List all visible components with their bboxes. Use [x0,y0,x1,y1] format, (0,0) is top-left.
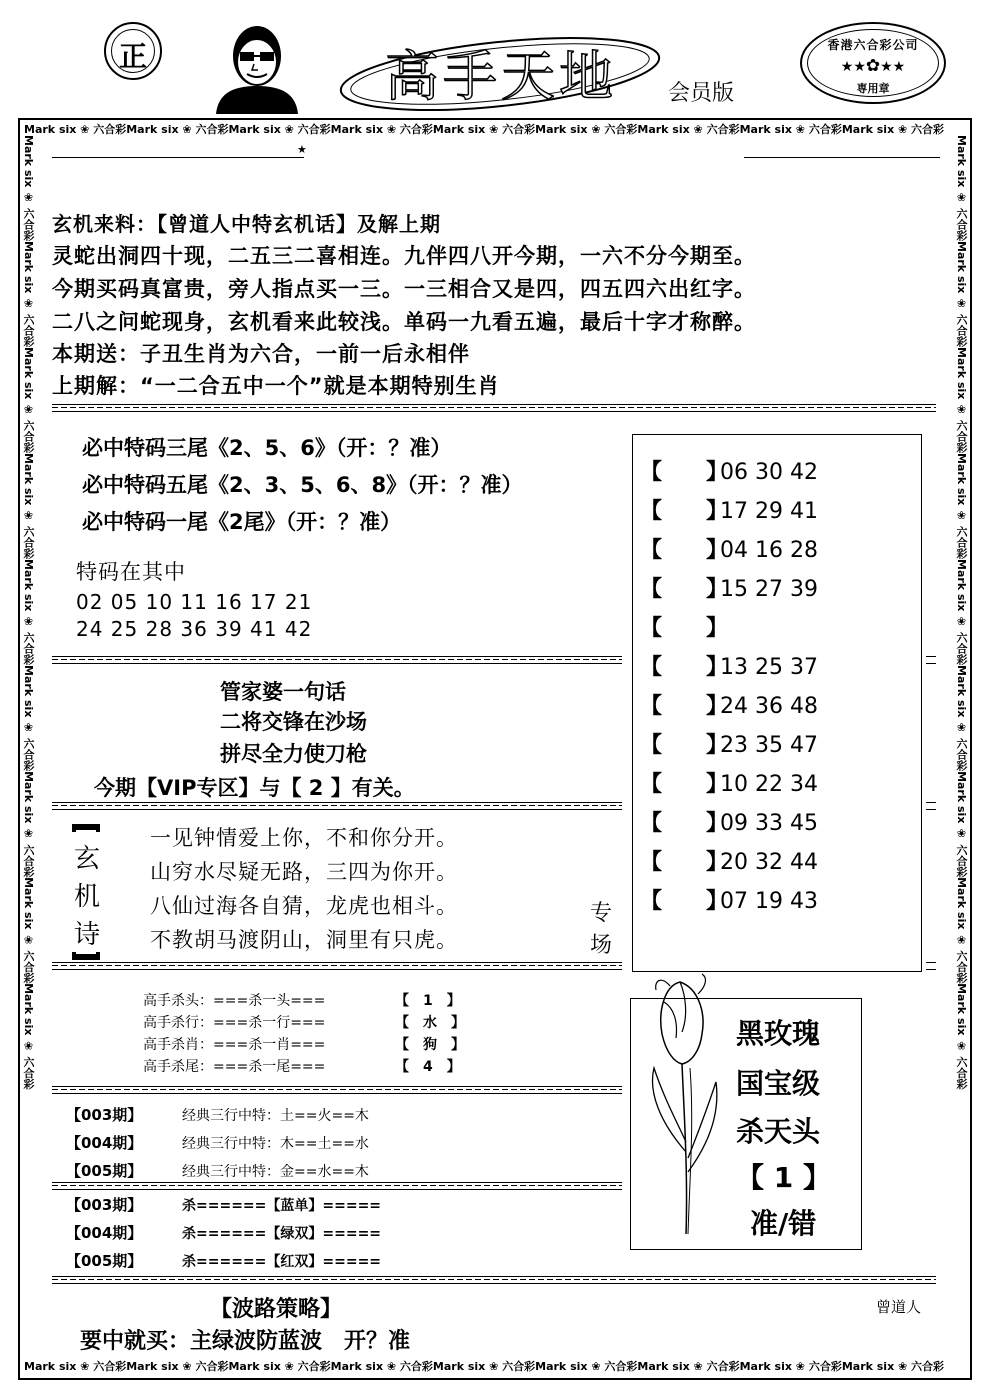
mystic-line: 灵蛇出洞四十现，二五三二喜相连。九伴四八开今期，一六不分今期至。 [52,244,756,268]
rule-left [52,157,304,158]
number-row: 【 】 [640,616,729,641]
kill-wave-text: 杀======【绿双】===== [182,1226,382,1242]
seal-top-text: 香港六合彩公司 [827,38,919,52]
poem-tag-char: 玄 [74,844,101,874]
border-text-left: Mark six ❀ 六合彩Mark six ❀ 六合彩Mark six ❀ 六合彩Mark six ❀ 六合彩Mark six ❀ 六合彩Mark six ❀ 六合彩Mark six ❀ 六合彩Mark six ❀ 六合彩Mark six ❀ 六合彩 [22,135,35,1090]
kill-label: 高手杀行：===杀一行=== [143,1015,326,1031]
divider [52,802,622,810]
title: 高手天地 [385,45,617,108]
poem-line: 不教胡马渡阴山，洞里有只虎。 [150,928,458,952]
poem-tag-char: 诗 [74,920,101,950]
special-numbers-row2: 24 25 28 36 39 41 42 [76,617,313,641]
kill-wave-text: 杀======【红双】===== [182,1254,382,1270]
poem-tag-char: 机 [74,882,101,912]
seal [800,22,946,104]
kill-value: 【 狗 】 [395,1037,465,1053]
kill-value: 【 4 】 [395,1059,461,1075]
period-label: 【003期】 [66,1196,143,1214]
kill-label: 高手杀肖：===杀一肖=== [143,1037,326,1053]
wave-title: 【波路策略】 [210,1297,343,1322]
number-row: 【 】07 19 43 [640,889,818,914]
divider [52,1182,622,1190]
butler-line: 拼尽全力使刀枪 [220,742,367,766]
butler-line: 二将交锋在沙场 [220,710,367,734]
border-text-top: Mark six ❀ 六合彩Mark six ❀ 六合彩Mark six ❀ 六合彩Mark six ❀ 六合彩Mark six ❀ 六合彩Mark six ❀ 六合彩Mark six ❀ 六合彩Mark six ❀ 六合彩Mark six ❀ 六合彩 [24,123,945,136]
divider [52,656,622,664]
kill-value: 【 水 】 [395,1015,465,1031]
kill-label: 高手杀尾：===杀一尾=== [143,1059,326,1075]
divider-tail [926,656,936,664]
number-row: 【 】04 16 28 [640,538,818,563]
number-row: 【 】23 35 47 [640,733,818,758]
flower-icon: ✿ [865,56,881,76]
period-label: 【004期】 [66,1224,143,1242]
poem-line: 一见钟情爱上你，不和你分开。 [150,826,458,850]
kill-value: 【 1 】 [395,993,461,1009]
number-row: 【 】24 36 48 [640,694,818,719]
rose-line: 杀天头 [736,1115,821,1148]
poem-tag [72,824,102,960]
number-row: 【 】17 29 41 [640,499,818,524]
divider [52,1086,622,1094]
number-row: 【 】10 22 34 [640,772,818,797]
number-row: 【 】15 27 39 [640,577,818,602]
seal-stars: ★★✿★★ [840,56,906,76]
star-icon: ★ [297,143,307,156]
number-row: 【 】09 33 45 [640,811,818,836]
mystic-line: 二八之问蛇现身，玄机看来此较浅。单码一九看五遍，最后十字才称醉。 [52,310,756,334]
period-label: 【005期】 [66,1162,143,1180]
mystic-line: 今期买码真富贵，旁人指点买一三。一三相合又是四，四五四六出红字。 [52,277,756,301]
triple-text: 经典三行中特：金==水==木 [182,1164,369,1180]
poem-line: 八仙过海各自猜，龙虎也相斗。 [150,894,458,918]
divider [52,1276,936,1284]
triple-text: 经典三行中特：土==火==木 [182,1108,369,1124]
period-label: 【004期】 [66,1134,143,1152]
zone-label: 场 [590,933,613,958]
divider-tail [926,962,936,970]
wave-text: 要中就买：主绿波防蓝波 开？准 [80,1329,411,1354]
divider-tail [926,802,936,810]
zone-label: 专 [590,901,613,926]
divider [52,962,622,970]
mystic-gift: 本期送：子丑生肖为六合，一前一后永相伴 [52,342,470,366]
prediction-five-tail: 必中特码五尾《2、3、5、6、8》（开：？准） [82,473,523,497]
triple-text: 经典三行中特：木==土==水 [182,1136,369,1152]
butler-vip: 今期【VIP专区】与【 2 】有关。 [94,776,415,800]
number-row: 【 】20 32 44 [640,850,818,875]
mystic-answer: 上期解：“一二合五中一个”就是本期特别生肖 [52,374,500,398]
number-row: 【 】13 25 37 [640,655,818,680]
author: 曾道人 [876,1298,922,1316]
edition-label: 会员版 [668,81,735,106]
zheng-badge [104,22,162,80]
border-text-right: Mark six ❀ 六合彩Mark six ❀ 六合彩Mark six ❀ 六合彩Mark six ❀ 六合彩Mark six ❀ 六合彩Mark six ❀ 六合彩Mark six ❀ 六合彩Mark six ❀ 六合彩Mark six ❀ 六合彩 [955,135,968,1090]
rose-line: 国宝级 [736,1067,821,1100]
number-row: 【 】06 30 42 [640,460,818,485]
rose-number: 【 1 】 [736,1161,831,1194]
rose-icon [640,972,724,1242]
kill-wave-text: 杀======【蓝单】===== [182,1198,382,1214]
prediction-three-tail: 必中特码三尾《2、5、6》（开：？准） [82,436,452,460]
rose-result: 准/错 [750,1207,817,1240]
period-label: 【005期】 [66,1252,143,1270]
period-label: 【003期】 [66,1106,143,1124]
border-text-bottom: Mark six ❀ 六合彩Mark six ❀ 六合彩Mark six ❀ 六合彩Mark six ❀ 六合彩Mark six ❀ 六合彩Mark six ❀ 六合彩Mark six ❀ 六合彩Mark six ❀ 六合彩Mark six ❀ 六合彩 [24,1360,945,1373]
zheng-badge-char: 正 [118,40,147,73]
kill-label: 高手杀头：===杀一头=== [143,993,326,1009]
butler-title: 管家婆一句话 [220,680,346,704]
special-numbers-row1: 02 05 10 11 16 17 21 [76,590,313,614]
rose-line: 黑玫瑰 [736,1017,821,1050]
special-label: 特码在其中 [76,560,186,584]
divider [52,404,936,412]
seal-bottom-text: 専用章 [856,82,890,95]
portrait-icon [214,16,300,114]
rule-right [744,157,940,158]
mystic-source: 玄机来料：【曾道人中特玄机话】及解上期 [52,212,441,236]
poem-line: 山穷水尽疑无路，三四为你开。 [150,860,458,884]
prediction-one-tail: 必中特码一尾《2尾》（开：？准） [82,510,402,534]
